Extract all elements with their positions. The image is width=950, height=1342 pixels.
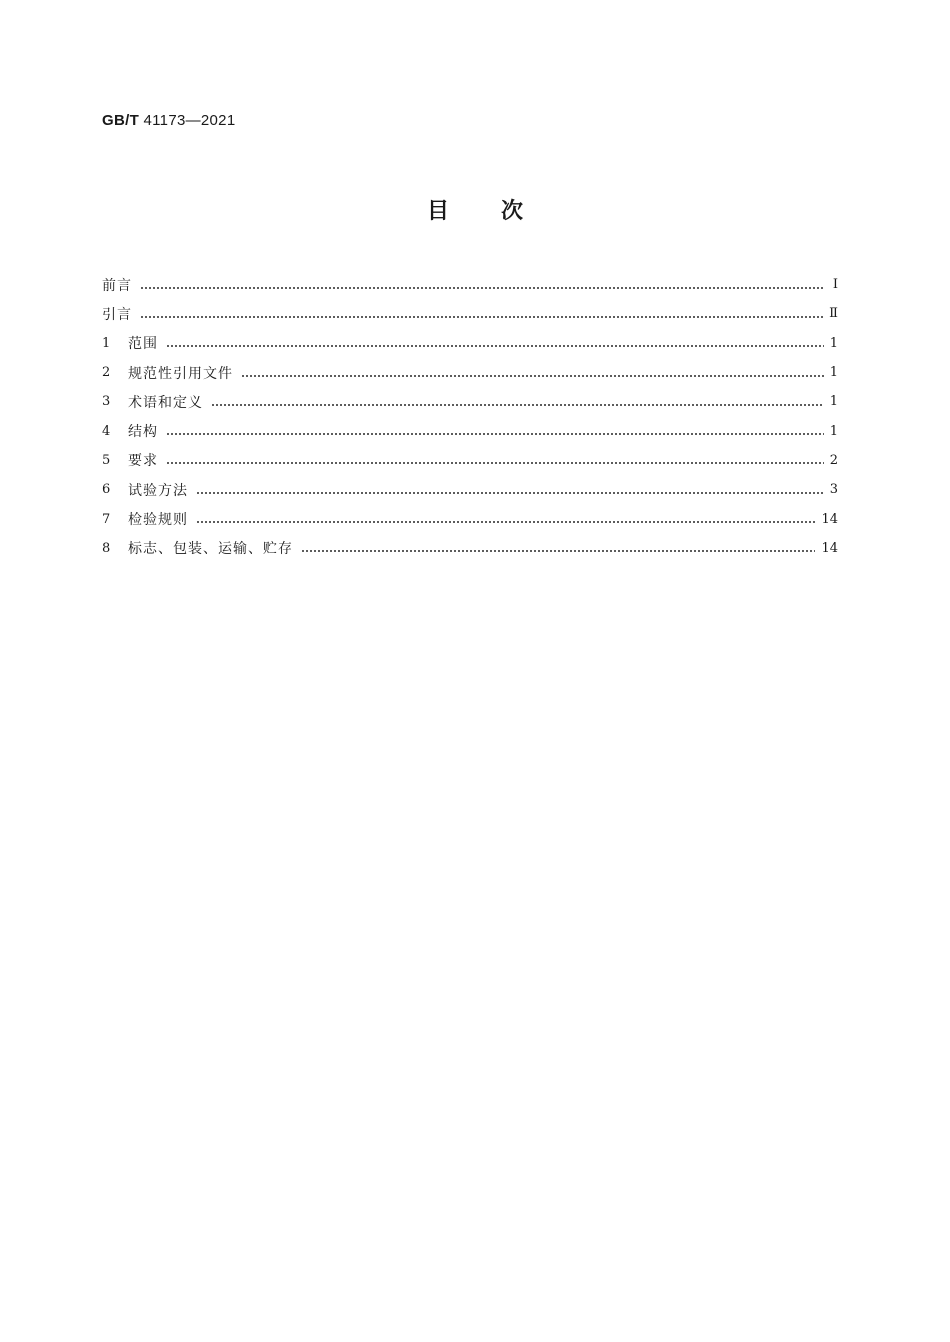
toc-entry-number: 1	[102, 335, 112, 351]
toc-entry-label: 要求	[128, 453, 158, 470]
toc-entry-marking-packaging[interactable]	[102, 534, 838, 563]
title-char-2: 次	[501, 199, 524, 224]
leader-dots	[196, 512, 815, 526]
standard-number: 41173—2021	[143, 112, 236, 129]
toc-entry-terms-definitions[interactable]	[102, 387, 838, 416]
toc-entry-introduction[interactable]	[102, 299, 838, 328]
leader-dots	[140, 307, 823, 321]
leader-dots	[166, 336, 824, 350]
toc-entry-number: 8	[102, 540, 112, 556]
title-char-1: 目	[426, 199, 449, 224]
toc-entry-scope[interactable]	[102, 329, 838, 358]
toc-entry-page: 3	[829, 482, 838, 498]
toc-entry-label: 范围	[128, 336, 158, 353]
toc-entry-number: 6	[102, 482, 112, 498]
toc-entry-inspection-rules[interactable]	[102, 504, 838, 533]
toc-entry-label: 检验规则	[128, 512, 188, 529]
toc-entry-number: 7	[102, 511, 112, 527]
toc-entry-requirements[interactable]	[102, 446, 838, 475]
toc-entry-test-methods[interactable]	[102, 475, 838, 504]
leader-dots	[211, 395, 824, 409]
leader-dots	[241, 366, 824, 380]
toc-entry-foreword[interactable]	[102, 270, 838, 299]
toc-entry-page: Ⅰ	[832, 277, 838, 293]
toc-entry-number: 4	[102, 423, 112, 439]
leader-dots	[140, 278, 824, 292]
toc-entry-label: 引言	[102, 306, 132, 323]
leader-dots	[166, 453, 824, 467]
toc-entry-normative-references[interactable]	[102, 358, 838, 387]
toc-entry-page: 14	[821, 540, 838, 556]
standard-prefix: GB/T	[102, 112, 140, 129]
table-of-contents	[102, 270, 838, 563]
leader-dots	[166, 424, 824, 438]
toc-entry-structure[interactable]	[102, 416, 838, 445]
toc-entry-label: 规范性引用文件	[128, 365, 233, 382]
toc-entry-page: 2	[829, 452, 838, 468]
page-title	[0, 194, 950, 225]
toc-entry-label: 前言	[102, 277, 132, 294]
toc-entry-number: 2	[102, 365, 112, 381]
leader-dots	[196, 483, 824, 497]
toc-entry-page: 14	[821, 511, 838, 527]
toc-entry-page: Ⅱ	[829, 306, 838, 322]
toc-entry-label: 结构	[128, 424, 158, 441]
toc-entry-page: 1	[829, 335, 838, 351]
toc-entry-page: 1	[829, 423, 838, 439]
leader-dots	[301, 541, 815, 555]
toc-entry-page: 1	[829, 394, 838, 410]
toc-entry-page: 1	[829, 365, 838, 381]
toc-entry-label: 术语和定义	[128, 394, 203, 411]
toc-entry-label: 标志、包装、运输、贮存	[128, 541, 293, 558]
toc-entry-label: 试验方法	[128, 482, 188, 499]
toc-entry-number: 3	[102, 394, 112, 410]
toc-entry-number: 5	[102, 452, 112, 468]
standard-code	[102, 112, 235, 129]
